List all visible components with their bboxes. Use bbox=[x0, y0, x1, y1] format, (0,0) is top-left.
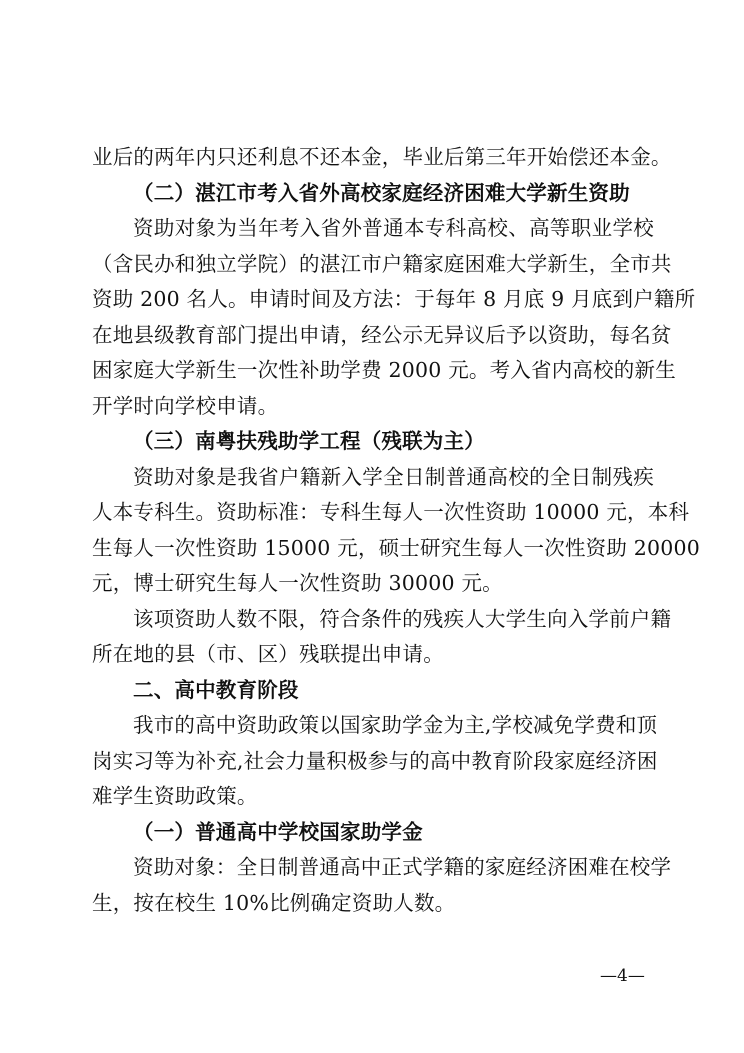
paragraph-line: 开学时向学校申请。 bbox=[92, 393, 279, 418]
paragraph-line: 生，按在校生 10%比例确定资助人数。 bbox=[92, 890, 456, 915]
section-heading: （一）普通高中学校国家助学金 bbox=[133, 819, 423, 844]
paragraph-line: 资助对象是我省户籍新入学全日制普通高校的全日制残疾 bbox=[133, 464, 654, 489]
paragraph-line: 生每人一次性资助 15000 元，硕士研究生每人一次性资助 20000 bbox=[92, 535, 700, 560]
paragraph-line: 我市的高中资助政策以国家助学金为主,学校减免学费和顶 bbox=[133, 713, 658, 737]
paragraph-line: 人本专科生。资助标准：专科生每人一次性资助 10000 元，本科 bbox=[92, 500, 690, 524]
paragraph-line: 该项资助人数不限，符合条件的残疾人大学生向入学前户籍 bbox=[133, 606, 672, 631]
section-heading: （三）南粤扶残助学工程（残联为主） bbox=[133, 429, 485, 453]
paragraph-line: 难学生资助政策。 bbox=[92, 784, 258, 808]
paragraph-line: 资助对象：全日制普通高中正式学籍的家庭经济困难在校学 bbox=[133, 855, 672, 879]
paragraph-line: 困家庭大学新生一次性补助学费 2000 元。考入省内高校的新生 bbox=[92, 358, 676, 382]
paragraph-line: （含民办和独立学院）的湛江市户籍家庭困难大学新生，全市共 bbox=[92, 251, 672, 276]
document-body bbox=[92, 140, 700, 921]
paragraph-line: 业后的两年内只还利息不还本金，毕业后第三年开始偿还本金。 bbox=[92, 145, 672, 169]
paragraph-line: 资助 200 名人。申请时间及方法：于每年 8 月底 9 月底到户籍所 bbox=[92, 287, 696, 311]
section-heading: （二）湛江市考入省外高校家庭经济困难大学新生资助 bbox=[133, 180, 630, 205]
paragraph-line: 所在地的县（市、区）残联提出申请。 bbox=[92, 642, 444, 666]
paragraph-line: 岗实习等为补充,社会力量积极参与的高中教育阶段家庭经济困 bbox=[92, 748, 658, 773]
paragraph-line: 元，博士研究生每人一次性资助 30000 元。 bbox=[92, 571, 503, 595]
paragraph-line: 在地县级教育部门提出申请，经公示无异议后予以资助，每名贫 bbox=[92, 322, 672, 347]
page-number: —4— bbox=[600, 966, 645, 986]
chapter-heading: 二、高中教育阶段 bbox=[133, 677, 299, 702]
paragraph-line: 资助对象为当年考入省外普通本专科高校、高等职业学校 bbox=[133, 216, 654, 240]
